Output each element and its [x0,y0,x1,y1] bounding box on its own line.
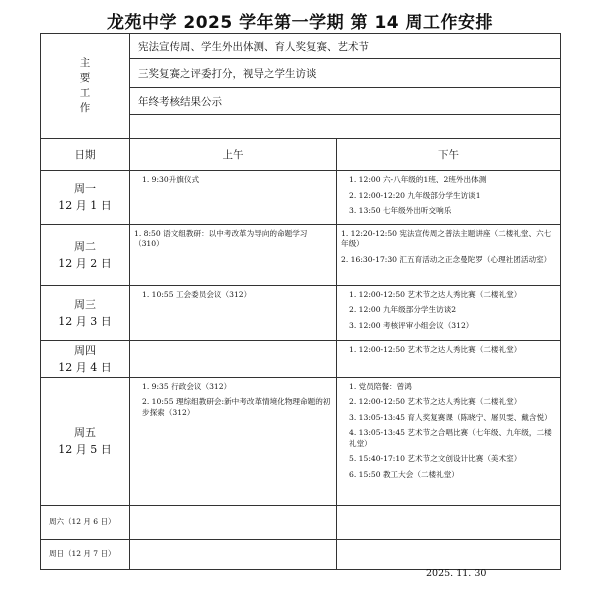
event-item: 1. 10:55 工会委员会议（312） [142,289,252,299]
day-name: 周四 [74,343,96,357]
day-row-sat [41,505,561,539]
day-row-mon [41,171,561,225]
day-label [41,340,130,377]
morning-cell [130,340,337,377]
header-row [41,139,561,171]
afternoon-cell [337,171,561,225]
afternoon-cell [337,285,561,340]
day-label [41,285,130,340]
morning-cell [130,505,337,539]
morning-cell [130,377,337,505]
day-label [41,224,130,285]
day-row-thu [41,340,561,377]
day-label [41,377,130,505]
event-item: 1. 8:50 语文组教研：以中考改革为导向的命题学习（310） [134,228,308,248]
afternoon-cell [337,377,561,505]
main-work-label-line: 要 [79,72,91,84]
main-work-item: 三奖复赛之评委打分，视导之学生访谈 [130,59,561,88]
event-item: 2. 12:00 九年级部分学生访谈2 [349,305,457,314]
afternoon-cell [337,224,561,285]
schedule-table [40,33,561,570]
day-date: 12 月 4 日 [58,360,112,374]
main-work-item: 宪法宣传周、学生外出体测、育人奖复赛、艺术节 [130,34,561,59]
day-date: 12 月 2 日 [58,256,112,270]
event-item: 4. 13:05-13:45 艺术节之合唱比赛（七年级、九年级，二楼礼堂） [349,428,552,448]
main-work-label-line: 主 [79,57,91,69]
day-date: 12 月 5 日 [58,443,112,456]
day-label [41,171,130,225]
day-name: 周五 [74,426,96,439]
morning-cell [130,171,337,225]
document-date: 2025. 11. 30 [426,568,487,579]
main-work-label-line: 作 [79,102,91,114]
event-item: 5. 15:40-17:10 艺术节之文创设计比赛（美术室） [349,454,522,463]
day-date: 12 月 3 日 [58,314,112,328]
event-item: 1. 党员陪餐：曾鸿 [349,381,412,391]
afternoon-cell [337,505,561,539]
morning-cell [130,539,337,569]
day-label: 周六（12 月 6 日） [41,505,130,539]
event-item: 3. 13:50 七年级外出听交响乐 [349,206,452,215]
day-row-fri [41,377,561,505]
main-work-item [130,115,561,139]
event-item: 2. 10:55 理综组教研会:新中考改革情境化物理命题的初步探索（312） [142,397,331,417]
day-row-wed [41,285,561,340]
main-work-label-line: 工 [79,87,91,99]
day-row-tue [41,224,561,285]
event-item: 2. 12:00-12:50 艺术节之达人秀比赛（二楼礼堂） [349,397,522,406]
event-item: 2. 16:30-17:30 汇五育活动之正念曼陀罗（心理社团活动室） [341,254,552,264]
event-item: 1. 9:30升旗仪式 [142,175,200,184]
event-item: 1. 12:20-12:50 宪法宣传周之普法主题讲座（二楼礼堂、六七年级） [341,228,552,248]
event-item: 1. 12:00-12:50 艺术节之达人秀比赛（二楼礼堂） [349,289,522,299]
day-name: 周二 [74,239,96,253]
event-item: 1. 12:00-12:50 艺术节之达人秀比赛（二楼礼堂） [349,344,522,354]
day-name: 周三 [74,297,96,311]
header-date: 日期 [41,139,130,171]
day-date: 12 月 1 日 [58,199,112,213]
afternoon-cell [337,539,561,569]
day-name: 周一 [74,182,96,196]
header-morning: 上午 [130,139,337,171]
page-title: 龙苑中学 2025 学年第一学期 第 14 周工作安排 [106,13,494,33]
morning-cell [130,285,337,340]
main-work-label [41,34,130,139]
event-item: 3. 13:05-13:45 育人奖复赛课（陈晓宁、屠贝雯、戴含悦） [349,412,552,422]
day-label: 周日（12 月 7 日） [41,539,130,569]
main-work-item: 年终考核结果公示 [130,88,561,115]
day-row-sun [41,539,561,569]
event-item: 3. 12:00 考核评审小组会议（312） [349,320,474,330]
event-item: 2. 12:00-12:20 九年级部分学生访谈1 [349,190,481,200]
event-item: 6. 15:50 教工大会（二楼礼堂） [349,469,459,479]
main-work-row [41,34,561,59]
header-afternoon: 下午 [337,139,561,171]
morning-cell [130,224,337,285]
afternoon-cell [337,340,561,377]
event-item: 1. 9:35 行政会议（312） [142,381,232,391]
event-item: 1. 12:00 六-八年级的1班、2班外出体测 [349,175,487,184]
